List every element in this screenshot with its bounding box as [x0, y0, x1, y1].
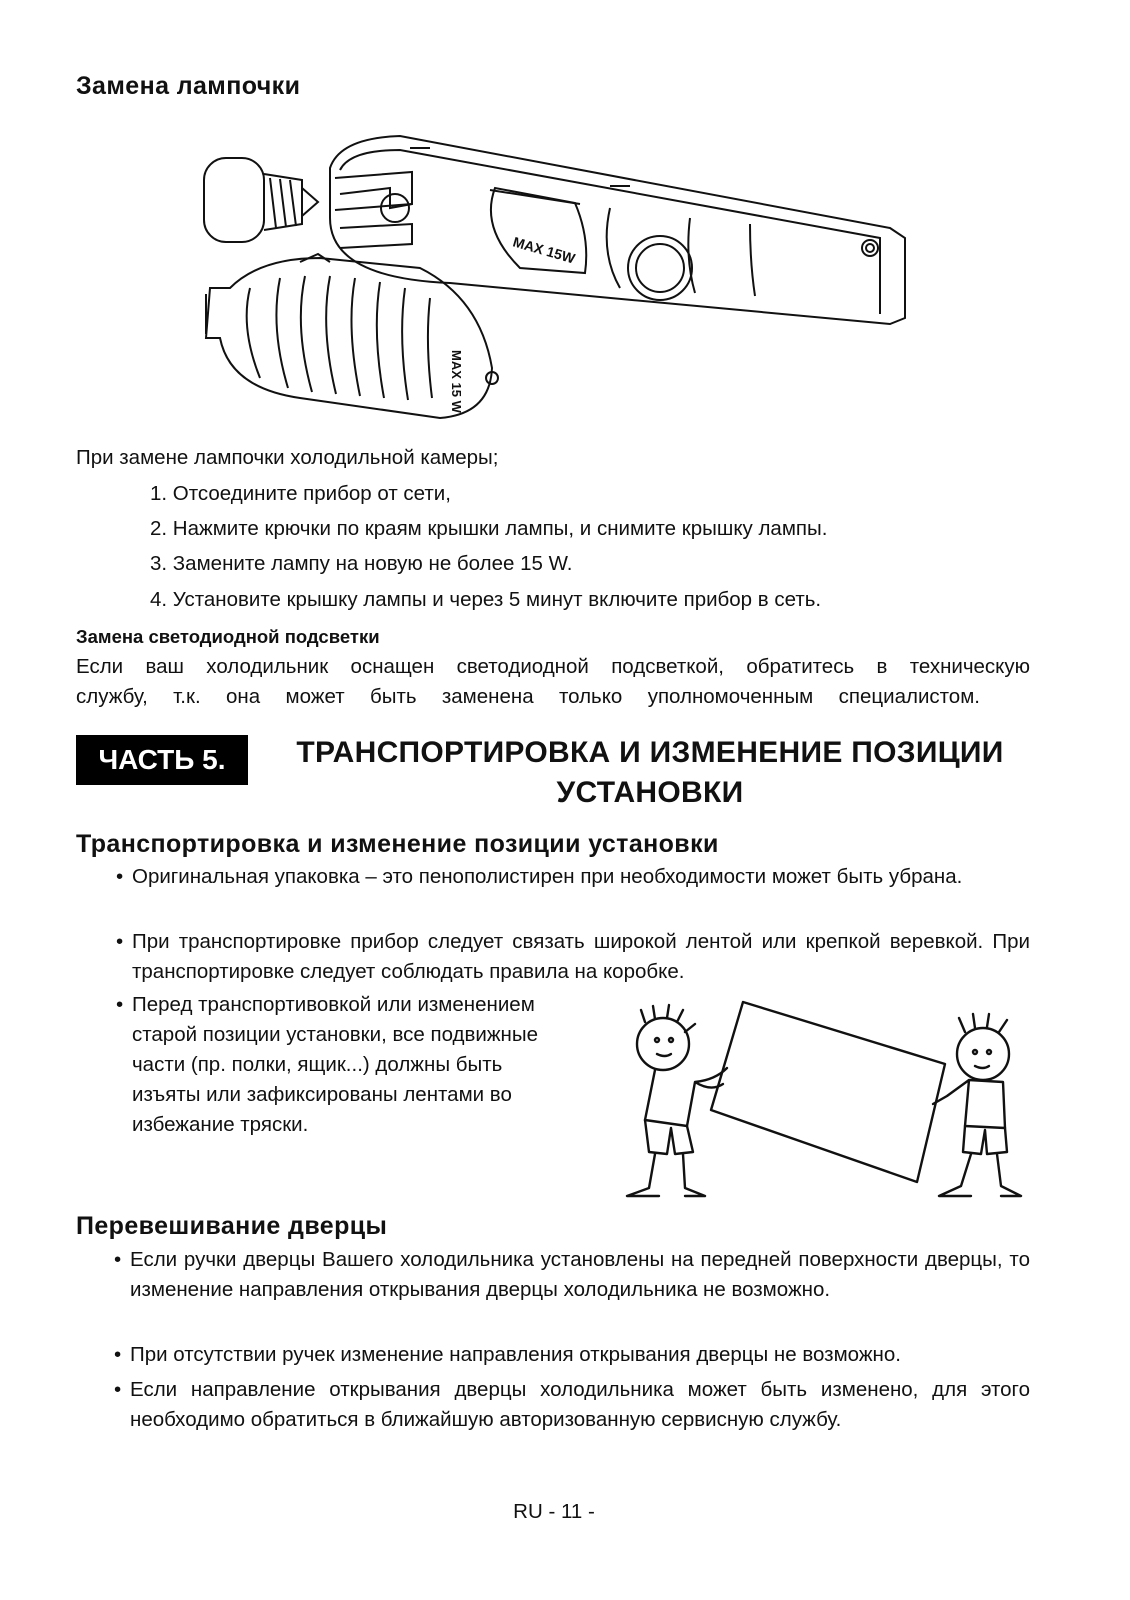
- page-number: RU - 11 -: [513, 1500, 595, 1523]
- transport-heading: Транспортировка и изменение позиции установки: [76, 830, 719, 858]
- bulb-icon: [204, 158, 318, 242]
- led-heading: Замена светодиодной подсветки: [76, 626, 380, 647]
- transport-bullet-1: • Оригинальная упаковка – это пенополистирен при необходимости может быть убрана.: [116, 862, 1030, 892]
- lamp-illustration: [190, 128, 930, 428]
- lamp-step-3: 3. Замените лампу на новую не более 15 W.: [150, 552, 573, 575]
- transport-bullet-3-text: Перед транспортивовкой или изменением старой позиции установки, все подвижные части (пр. полки, ящик...) должны быть изъяты или зафиксированы лентами во избежание тряски.: [132, 993, 539, 1136]
- max-15-w-cover-label: MAX 15 W: [449, 350, 464, 413]
- door-bullet-1-text: Если ручки дверцы Вашего холодильника установлены на передней поверхности дверцы, то изменение направления открывания дверцы холодильника не возможно.: [130, 1248, 1030, 1301]
- person-right-icon: [933, 1014, 1021, 1196]
- transport-bullet-2: • При транспортировке прибор следует связать широкой лентой или крепкой веревкой. При транспортировке следует соблюдать правила на коробке.: [116, 927, 1030, 987]
- transport-bullet-2-text: При транспортировке прибор следует связать широкой лентой или крепкой веревкой. При транспортировке следует соблюдать правила на коробке.: [132, 930, 1030, 983]
- part-badge: ЧАСТЬ 5.: [76, 735, 248, 785]
- part-title-line-1: ТРАНСПОРТИРОВКА И ИЗМЕНЕНИЕ ПОЗИЦИИ: [296, 736, 1004, 769]
- door-bullet-2: • При отсутствии ручек изменение направления открывания дверцы не возможно.: [114, 1340, 1030, 1370]
- max-15w-label: MAX 15W: [511, 233, 577, 267]
- transport-bullet-1-text: Оригинальная упаковка – это пенополистирен при необходимости может быть убрана.: [132, 865, 963, 888]
- door-bullet-3-text: Если направление открывания дверцы холодильника может быть изменено, для этого необходимо обратиться в ближайшую авторизованную сервисную службу.: [130, 1378, 1030, 1431]
- led-text-line-1: Если ваш холодильник оснащен светодиодной подсветкой, обратитесь в техническую: [76, 655, 1030, 678]
- lamp-intro: При замене лампочки холодильной камеры;: [76, 446, 499, 469]
- door-bullet-2-text: При отсутствии ручек изменение направления открывания дверцы не возможно.: [130, 1343, 901, 1366]
- door-bullet-1: • Если ручки дверцы Вашего холодильника установлены на передней поверхности дверцы, то изменение направления открывания дверцы холодильника не возможно.: [114, 1245, 1030, 1305]
- transport-bullet-3: • Перед транспортивовкой или изменением старой позиции установки, все подвижные части (пр. полки, ящик...) должны быть изъяты или зафиксированы лентами во избежание тряски.: [116, 990, 566, 1140]
- led-text-line-2: службу, т.к. она может быть заменена только уполномоченным специалистом.: [76, 685, 980, 708]
- door-bullet-3: • Если направление открывания дверцы холодильника может быть изменено, для этого необходимо обратиться в ближайшую авторизованную сервисную службу.: [114, 1375, 1030, 1435]
- lamp-step-2: 2. Нажмите крючки по краям крышки лампы, и снимите крышку лампы.: [150, 517, 828, 540]
- box-icon: [711, 1002, 945, 1182]
- part-title-line-2: УСТАНОВКИ: [556, 776, 744, 809]
- lamp-heading: Замена лампочки: [76, 72, 301, 100]
- lamp-step-1: 1. Отсоедините прибор от сети,: [150, 482, 451, 505]
- person-left-icon: [627, 1005, 727, 1196]
- lamp-step-4: 4. Установите крышку лампы и через 5 минут включите прибор в сеть.: [150, 588, 822, 611]
- lamp-housing-icon: [330, 136, 905, 324]
- door-heading: Перевешивание дверцы: [76, 1212, 388, 1240]
- carrying-people-illustration: [615, 992, 1035, 1212]
